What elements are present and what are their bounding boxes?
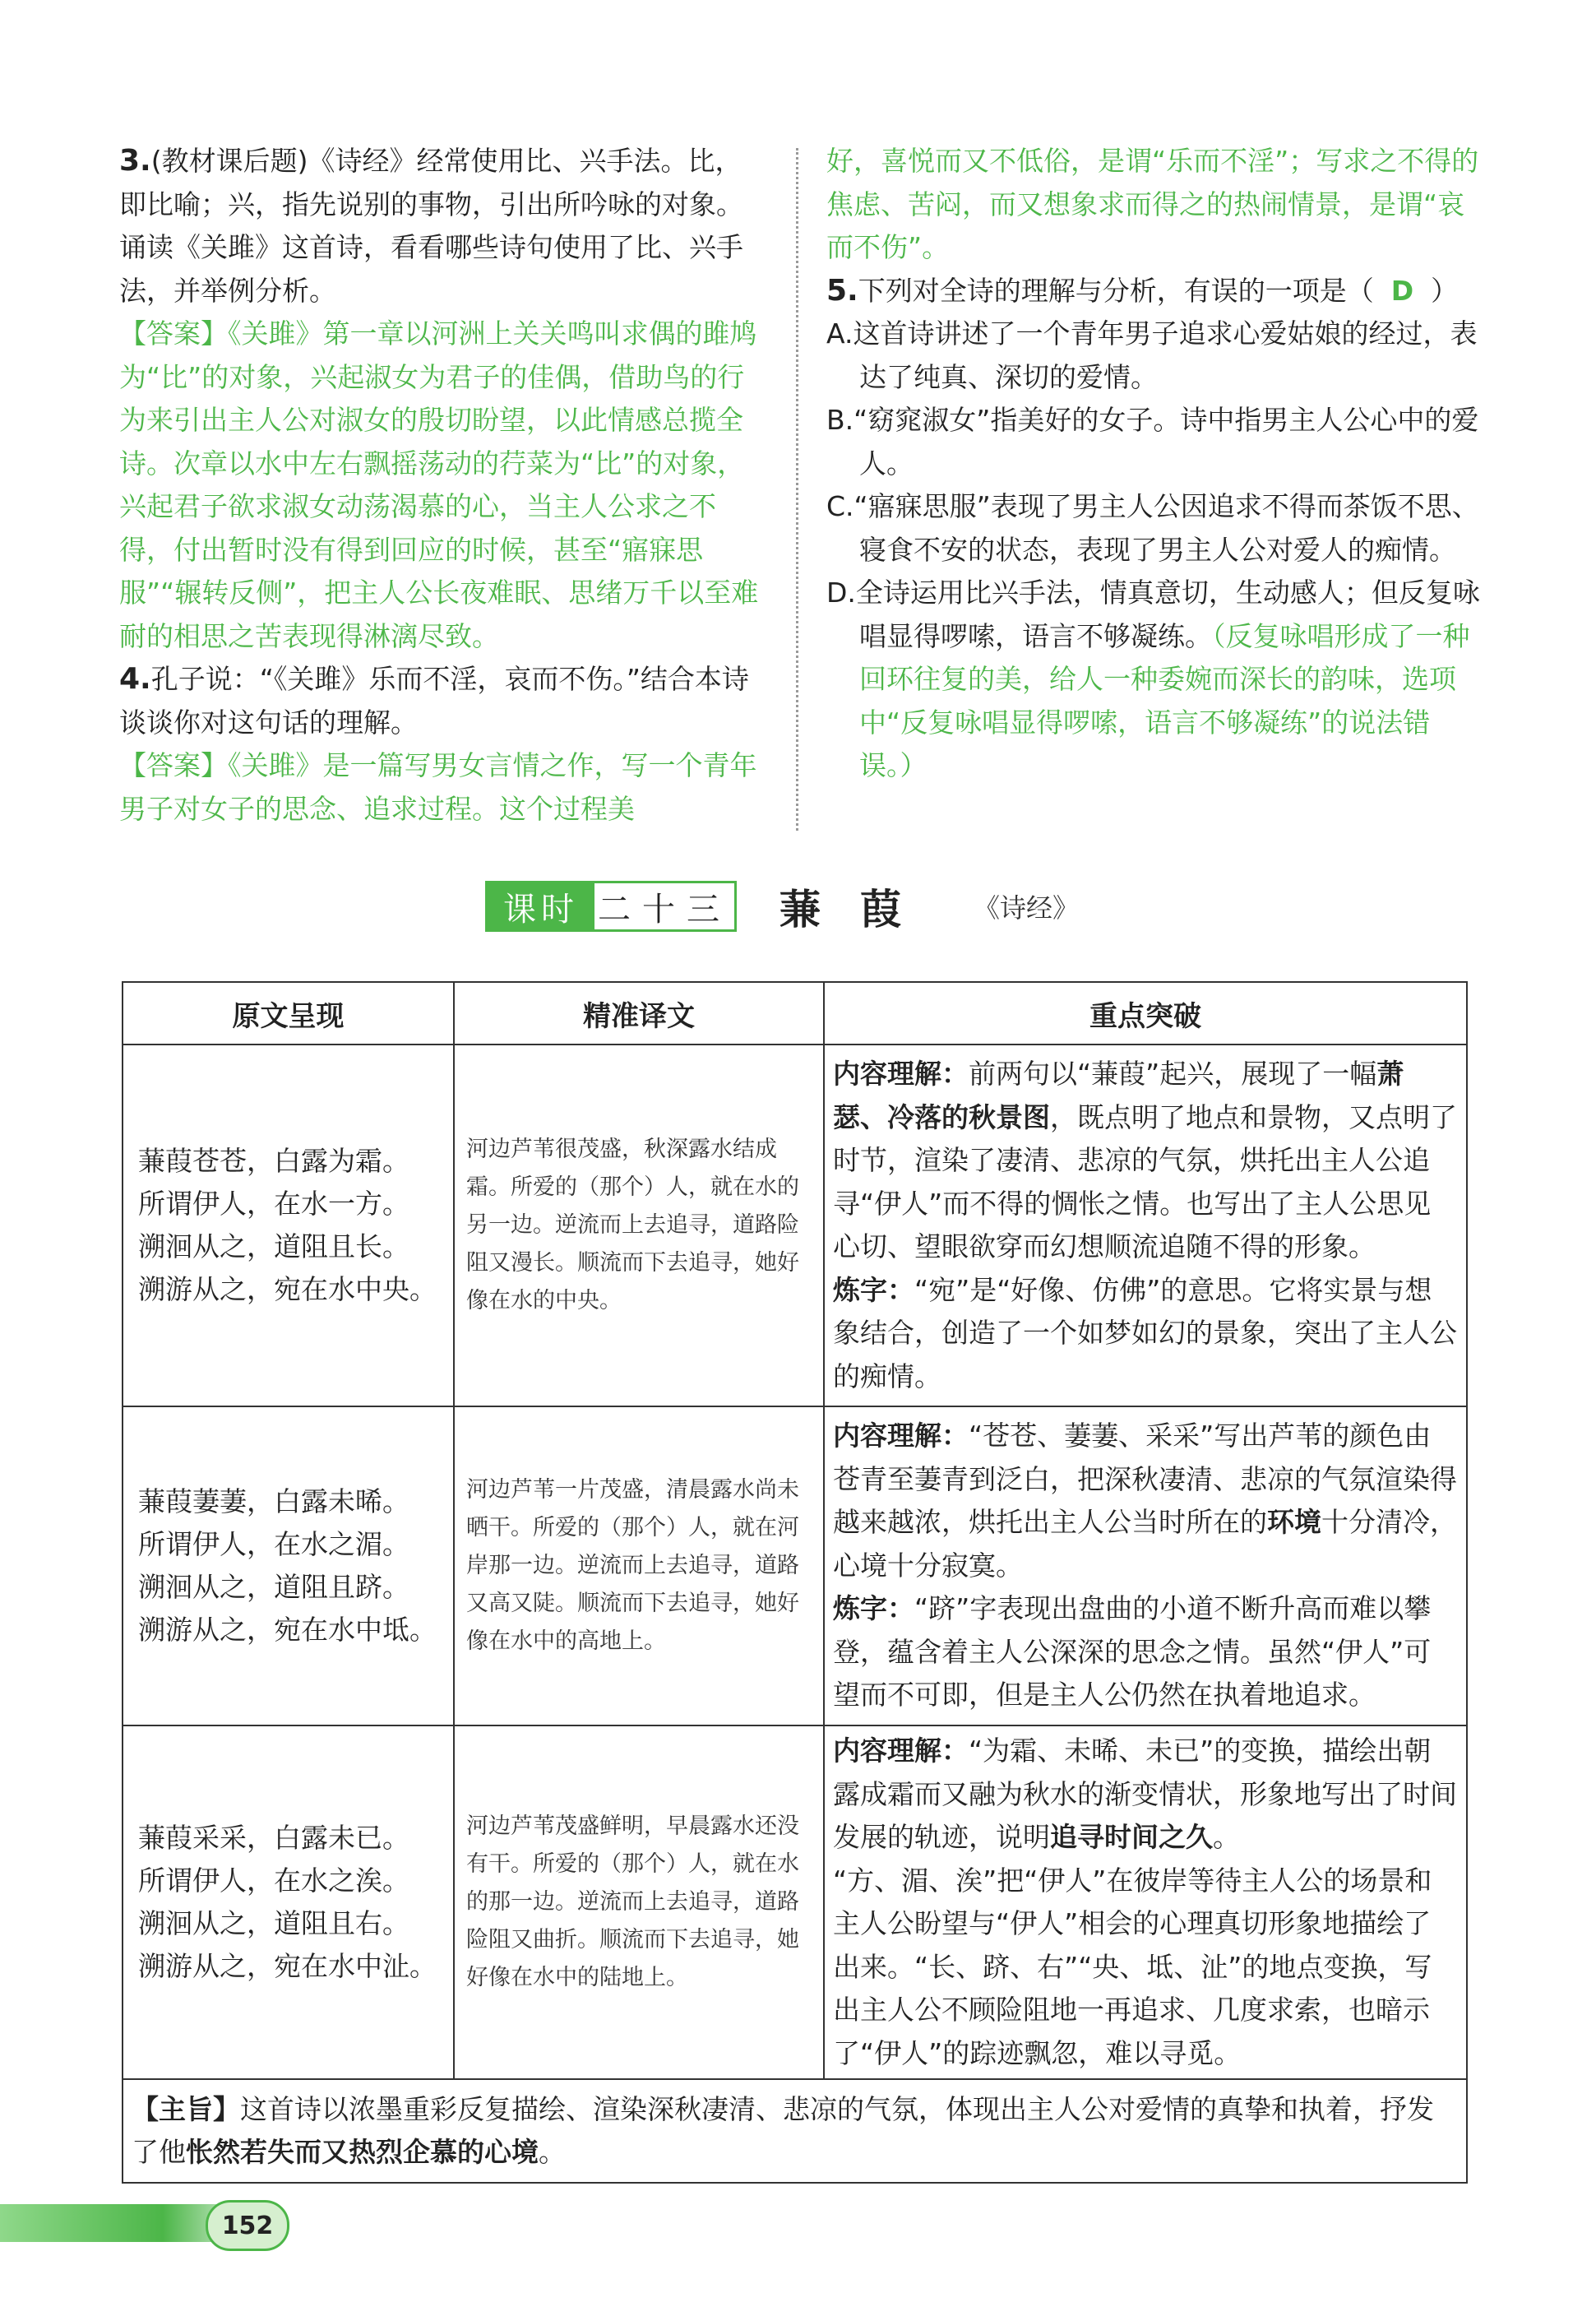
key-text: 前两句以“蒹葭”起兴，展现了一幅 (969, 1058, 1377, 1090)
lesson-header (485, 882, 1079, 931)
key-text: “宛”是“好像、仿佛”的意思。它将实景与想象结合，创造了一个如梦如幻的景象，突出了主人公的痴情。 (833, 1273, 1457, 1392)
table-row (123, 1406, 1467, 1725)
option-a: A.这首诗讲述了一个青年男子追求心爱姑娘的经过，表达了纯真、深切的爱情。 (826, 317, 1478, 393)
table-row (123, 1725, 1467, 2079)
answer-3 (119, 313, 769, 658)
word-refinement (833, 1269, 1458, 1399)
table-row (123, 1045, 1467, 1406)
question-text: 孔子说：“《关雎》乐而不淫，哀而不伤。”结合本诗谈谈你对这句话的理解。 (119, 663, 749, 739)
translation-text: 河边芦苇一片茂盛，清晨露水尚未晒干。所爱的（那个）人，就在河岸那一边。逆流而上去追寻，道路又高又陡。顺流而下去追寻，她好像在水中的高地上。 (454, 1406, 824, 1725)
answer-4-continued: 好，喜悦而又不低俗，是谓“乐而不淫”；写求之不得的焦虑、苦闷，而又想象求而得之的热闹情景，是谓“哀而不伤”。 (826, 145, 1479, 263)
poem-line: 蒹葭萋萋，白露未晞。 (138, 1485, 409, 1517)
key-text: “方、湄、涘”把“伊人”在彼岸等待主人公的场景和主人公盼望与“伊人”相会的心理真切形象地描绘了出来。“长、跻、右”“央、坻、沚”的地点变换，写出主人公不顾险阻地一再追求、几度求索，也暗示了“伊人”的踪迹飘忽，难以寻觅。 (833, 1864, 1432, 2069)
key-points (824, 1406, 1467, 1725)
answer-tag: 【答案】 (119, 749, 228, 781)
question-number: 3. (119, 144, 151, 178)
translation-text: 河边芦苇很茂盛，秋深露水结成霜。所爱的（那个）人，就在水的另一边。逆流而上去追寻，道路险阻又漫长。顺流而下去追寻，她好像在水的中央。 (454, 1045, 824, 1406)
poem-line: 所谓伊人，在水之涘。 (138, 1864, 409, 1897)
table-header-row (123, 982, 1467, 1045)
option-b: B.“窈窕淑女”指美好的女子。诗中指男主人公心中的爱人。 (826, 404, 1479, 479)
poem-table (122, 981, 1468, 2184)
key-text: 。 (1213, 1821, 1240, 1853)
key-label: 内容理解： (833, 1735, 969, 1767)
key-text: 十分清冷，心境十分寂寞。 (833, 1506, 1457, 1582)
lesson-title: 蒹葭 (779, 886, 941, 933)
column-header: 原文呈现 (123, 982, 454, 1045)
left-column (119, 140, 769, 831)
key-points (824, 1725, 1467, 2079)
question-close: ） (1431, 274, 1459, 307)
question-3 (119, 140, 769, 313)
poem-line: 所谓伊人，在水一方。 (138, 1188, 409, 1220)
page-number: 152 (206, 2200, 289, 2251)
original-text (123, 1045, 454, 1406)
theme-row (123, 2079, 1467, 2183)
column-header: 精准译文 (454, 982, 824, 1045)
key-points (824, 1045, 1467, 1406)
poem-line: 溯洄从之，道阻且跻。 (138, 1571, 409, 1603)
key-label: 内容理解： (833, 1420, 969, 1452)
key-text: ，既点明了地点和景物，又点明了时节，渲染了凄清、悲凉的气氛，烘托出主人公追寻“伊人”而不得的惆怅之情。也写出了主人公思见心切、望眼欲穿而幻想顺流追随不得的形象。 (833, 1100, 1457, 1262)
right-column (826, 140, 1484, 788)
question-4 (119, 658, 769, 744)
question-number: 5. (826, 273, 858, 308)
question-text: (教材课后题)《诗经》经常使用比、兴手法。比，即比喻；兴，指先说别的事物，引出所吟咏的对象。诵读《关雎》这首诗，看看哪些诗句使用了比、兴手法，并举例分析。 (119, 145, 743, 307)
original-text (123, 1406, 454, 1725)
lesson-badge (485, 881, 737, 932)
column-divider (796, 148, 798, 831)
content-understanding (833, 1730, 1458, 1860)
answer-text: 《关雎》是一篇写男女言情之作，写一个青年男子对女子的思念、追求过程。这个过程美 (119, 749, 757, 825)
answer-4 (119, 744, 769, 831)
poem-line: 蒹葭苍苍，白露为霜。 (138, 1145, 409, 1177)
theme-text: 这首诗以浓墨重彩反复描绘、渲染深秋凄清、悲凉的气氛，体现出主人公对爱情的真挚和执着，抒发了他 (132, 2093, 1434, 2168)
lesson-source: 《诗经》 (974, 892, 1080, 924)
option-d (826, 572, 1484, 788)
poem-line: 所谓伊人，在水之湄。 (138, 1528, 409, 1560)
key-text: “跻”字表现出盘曲的小道不断升高而难以攀登，蕴含着主人公深深的思念之情。虽然“伊人”可望而不可即，但是主人公仍然在执着地追求。 (833, 1592, 1432, 1712)
lesson-number: 二十三 (594, 883, 734, 929)
theme-text: 。 (539, 2136, 566, 2168)
key-extra (833, 1860, 1458, 2076)
poem-line: 溯洄从之，道阻且长。 (138, 1230, 409, 1262)
option-explanation: （反复咏唱形成了一种回环往复的美，给人一种委婉而深长的韵味，选项中“反复咏唱显得啰嗦，语言不够凝练”的说法错误。） (859, 619, 1470, 781)
poem-line: 溯洄从之，道阻且右。 (138, 1907, 409, 1939)
poem-line: 溯游从之，宛在水中坻。 (138, 1614, 437, 1646)
poem-line: 蒹葭采采，白露未已。 (138, 1822, 409, 1854)
original-text (123, 1725, 454, 2079)
option-c: C.“寤寐思服”表现了男主人公因追求不得而茶饭不思、寝食不安的状态，表现了男主人公对爱人的痴情。 (826, 490, 1479, 566)
lesson-tag: 课时 (488, 883, 594, 929)
theme-cell (123, 2079, 1467, 2183)
content-understanding (833, 1053, 1458, 1269)
key-highlight: 萧瑟、冷落的秋景图 (833, 1058, 1404, 1133)
theme-highlight: 怅然若失而又热烈企慕的心境 (186, 2136, 539, 2168)
translation-text: 河边芦苇茂盛鲜明，早晨露水还没有干。所爱的（那个）人，就在水的那一边。逆流而上去追寻，道路险阻又曲折。顺流而下去追寻，她好像在水中的陆地上。 (454, 1725, 824, 2079)
key-text: “苍苍、萋萋、采采”写出芦苇的颜色由苍青至萋青到泛白，把深秋凄清、悲凉的气氛渲染得越来越浓，烘托出主人公当时所在的 (833, 1420, 1457, 1539)
answer-text: 《关雎》第一章以河洲上关关鸣叫求偶的雎鸠为“比”的对象，兴起淑女为君子的佳偶，借助鸟的行为来引出主人公对淑女的殷切盼望，以此情感总揽全诗。次章以水中左右飘摇荡动的荇菜为“比”的对象，兴起君子欲求淑女动荡渴慕的心，当主人公求之不得，付出暂时没有得到回应的时候，甚至“寤寐思服”“辗转反侧”，把主人公长夜难眠、思绪万千以至难耐的相思之苦表现得淋漓尽致。 (119, 317, 759, 652)
question-number: 4. (119, 662, 151, 696)
key-label: 内容理解： (833, 1058, 969, 1090)
key-label: 炼字： (833, 1592, 914, 1625)
content-understanding (833, 1415, 1458, 1587)
question-5 (826, 270, 1484, 313)
answer-letter: D (1390, 274, 1414, 307)
answer-tag: 【答案】 (119, 317, 228, 350)
key-highlight: 环境 (1267, 1506, 1321, 1539)
poem-line: 溯游从之，宛在水中央。 (138, 1273, 437, 1305)
option-d-text: D.全诗运用比兴手法，情真意切，生动感人；但反复咏唱显得啰嗦，语言不够凝练。 (826, 577, 1480, 652)
theme-label: 【主旨】 (132, 2093, 240, 2125)
word-refinement (833, 1587, 1458, 1717)
key-label: 炼字： (833, 1273, 914, 1306)
poem-line: 溯游从之，宛在水中沚。 (138, 1950, 437, 1982)
key-highlight: 追寻时间之久 (1050, 1821, 1213, 1853)
column-header: 重点突破 (824, 982, 1467, 1045)
question-text: 下列对全诗的理解与分析，有误的一项是（ (858, 274, 1374, 307)
key-text: “为霜、未晞、未已”的变换，描绘出朝露成霜而又融为秋水的渐变情状，形象地写出了时间发展的轨迹，说明 (833, 1735, 1457, 1853)
